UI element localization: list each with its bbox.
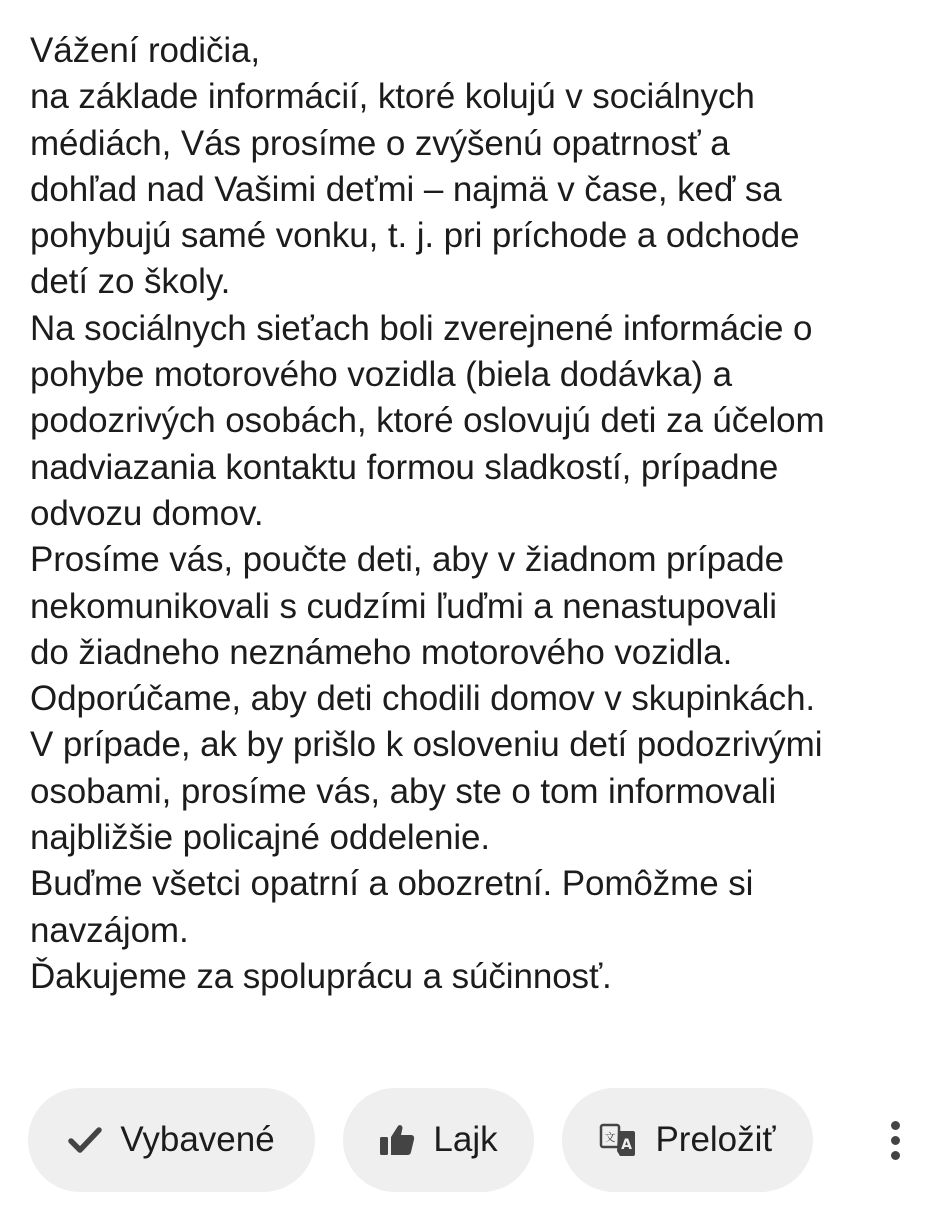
message-line: podozrivých osobách, ktoré oslovujú deti za účelom (30, 401, 825, 441)
message-line: osobami, prosíme vás, aby ste o tom informovali (30, 771, 777, 811)
like-button[interactable] (343, 1088, 534, 1192)
message-line: médiách, Vás prosíme o zvýšenú opatrnosť a (30, 123, 730, 163)
message-body (30, 28, 935, 1000)
message-line: Ďakujeme za spoluprácu a súčinnosť. (30, 956, 612, 996)
message-line: pohybujú samé vonku, t. j. pri príchode a odchode (30, 216, 800, 256)
checkmark-icon (68, 1126, 102, 1154)
message-line: do žiadneho neznámeho motorového vozidla. (30, 632, 733, 672)
svg-text:A: A (621, 1137, 633, 1153)
message-line: detí zo školy. (30, 262, 231, 302)
message-line: Prosíme vás, poučte deti, aby v žiadnom prípade (30, 540, 785, 580)
svg-text:文: 文 (604, 1131, 616, 1144)
more-options-button[interactable] (872, 1110, 918, 1170)
like-label: Lajk (433, 1120, 498, 1159)
more-vertical-icon (891, 1136, 900, 1145)
message-line: navzájom. (30, 910, 189, 950)
message-line: dohľad nad Vašimi deťmi – najmä v čase, keď sa (30, 169, 782, 209)
mark-done-label: Vybavené (120, 1120, 275, 1159)
translate-icon (599, 1122, 637, 1158)
message-line: Buďme všetci opatrní a obozretní. Pomôžme si (30, 864, 754, 904)
thumbs-up-icon (379, 1123, 415, 1157)
translate-button[interactable] (562, 1088, 813, 1192)
mark-done-button[interactable] (28, 1088, 315, 1192)
message-line: Na sociálnych sieťach boli zverejnené informácie o (30, 308, 813, 348)
message-line: V prípade, ak by prišlo k osloveniu detí podozrivými (30, 725, 823, 765)
message-line: nekomunikovali s cudzími ľuďmi a nenastupovali (30, 586, 777, 626)
message-line: nadviazania kontaktu formou sladkostí, prípadne (30, 447, 779, 487)
more-vertical-icon (891, 1121, 900, 1130)
translate-label: Preložiť (655, 1120, 776, 1159)
message-actions-bar (0, 1088, 950, 1192)
message-line: Odporúčame, aby deti chodili domov v skupinkách. (30, 679, 816, 719)
message-line: najbližšie policajné oddelenie. (30, 818, 491, 858)
message-line: na základe informácií, ktoré kolujú v sociálnych (30, 77, 755, 117)
message-line: Vážení rodičia, (30, 31, 261, 70)
message-line: pohybe motorového vozidla (biela dodávka) a (30, 355, 732, 395)
more-vertical-icon (891, 1151, 900, 1160)
message-line: odvozu domov. (30, 493, 264, 533)
